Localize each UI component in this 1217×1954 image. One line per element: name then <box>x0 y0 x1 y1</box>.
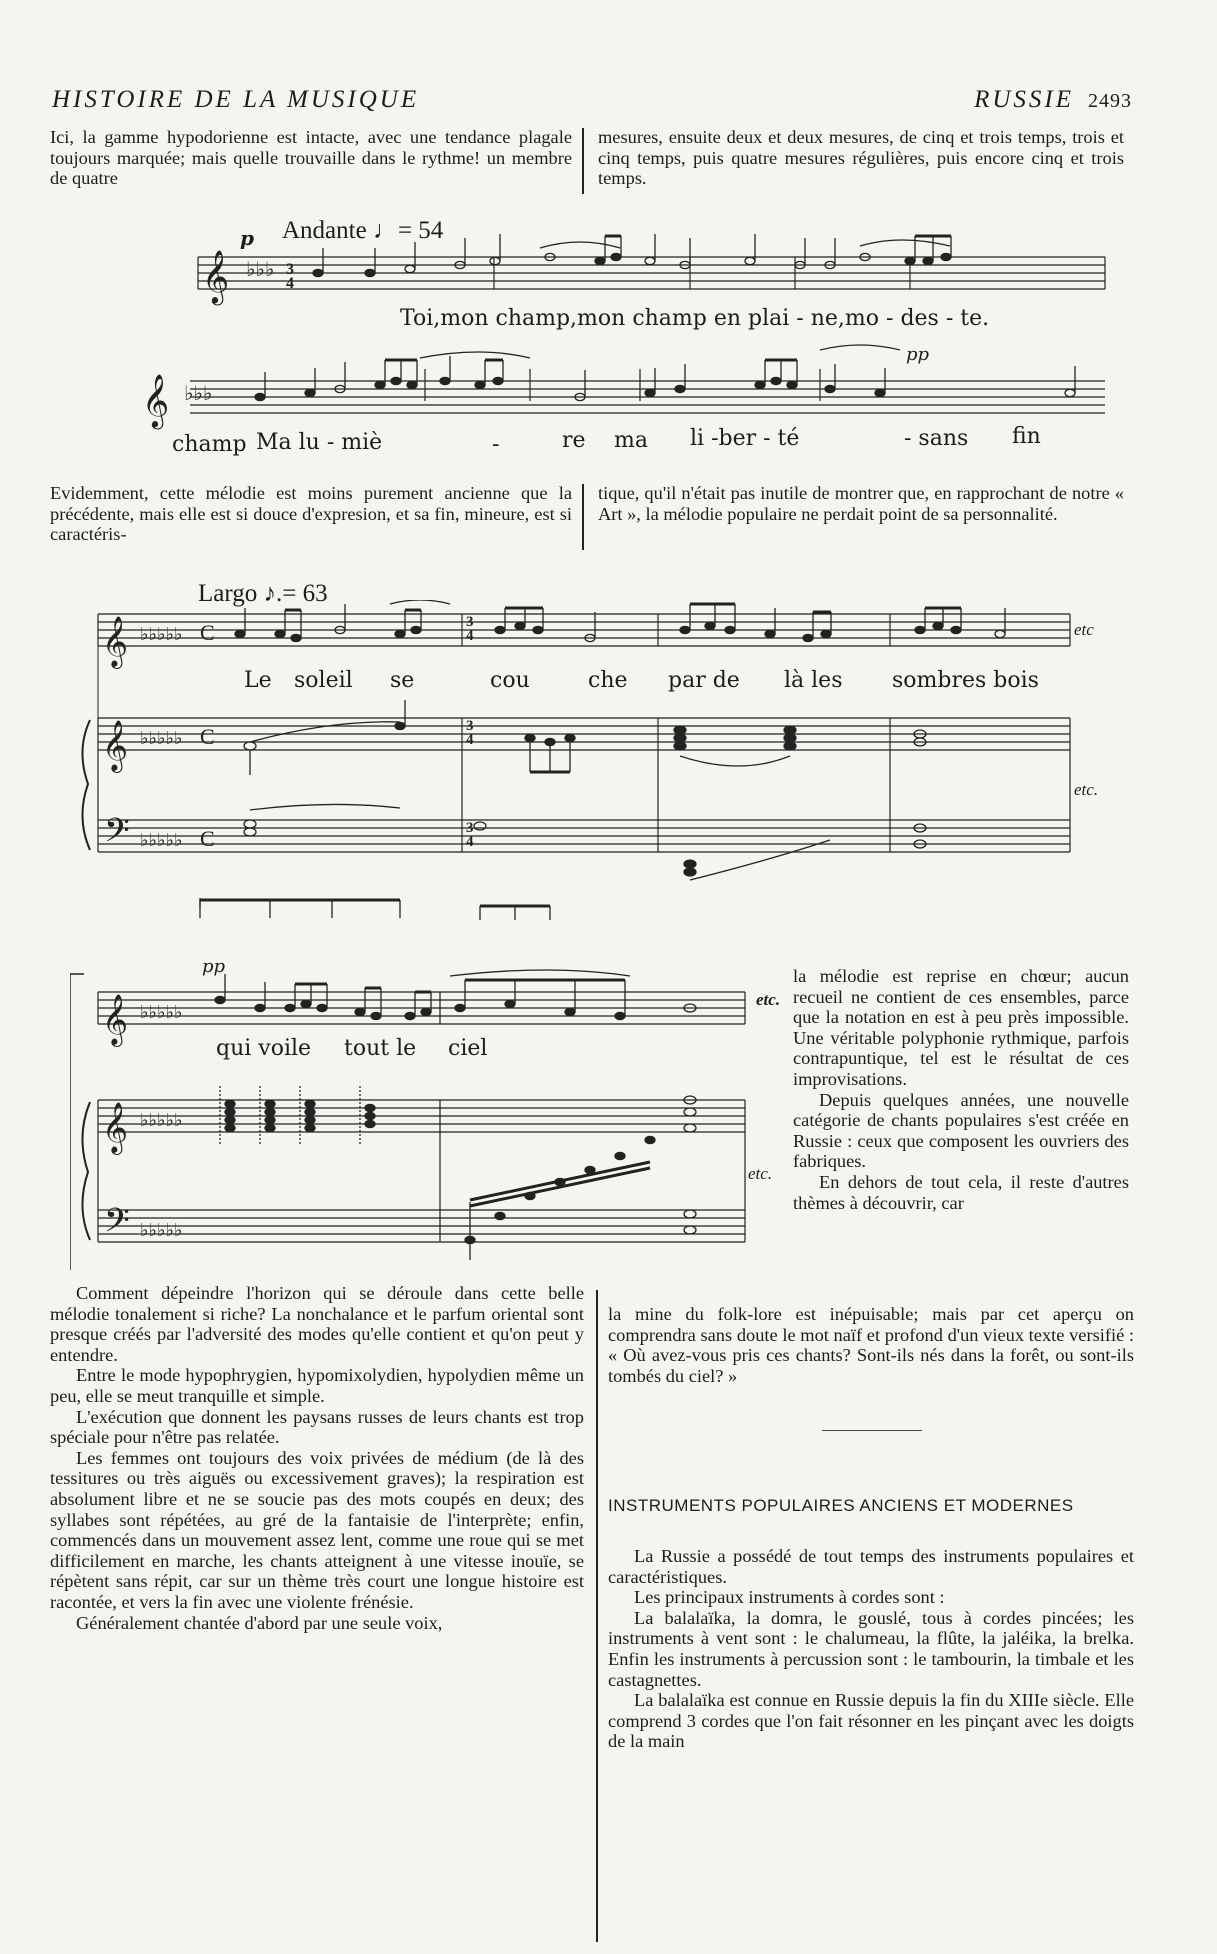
svg-text:♭♭♭♭♭: ♭♭♭♭♭ <box>140 830 183 850</box>
svg-text:C: C <box>200 826 215 851</box>
section-para: La Russie a possédé de tout temps des instruments populaires et caractéristiques. <box>608 1546 1134 1587</box>
section-para: La balalaïka, la domra, le gouslé, tous à cordes pincées; les instruments à vent sont : le chalumeau, la flûte, la jaléika, la brelka. Enfin les instruments à percussion sont : le tambourin, la timbale et les castagnettes. <box>608 1607 1134 1690</box>
section-body <box>608 1546 1134 1752</box>
side-para: En dehors de tout cela, il reste d'autres thèmes à découvrir, car <box>793 1171 1129 1213</box>
etc-piano-3: etc. <box>748 1164 773 1183</box>
left-para: L'exécution que donnent les paysans russes de leurs chants est trop spéciale pour n'être pas relatée. <box>50 1406 584 1448</box>
svg-text:4: 4 <box>466 628 474 644</box>
lyric: - <box>492 432 500 457</box>
left-column <box>50 1283 584 1633</box>
header-right <box>974 86 1132 114</box>
svg-text:4: 4 <box>466 834 474 850</box>
lyric: qui voile <box>216 1036 312 1061</box>
svg-text:♭♭♭♭♭: ♭♭♭♭♭ <box>140 1220 183 1240</box>
column-rule-bottom <box>596 1290 598 1942</box>
header-section: RUSSIE <box>974 86 1074 113</box>
lyric: soleil <box>294 668 353 693</box>
svg-text:♭♭♭♭♭: ♭♭♭♭♭ <box>140 1110 183 1130</box>
tempo-andante: Andante ♩= 54 <box>282 217 444 244</box>
tempo-largo: Largo ♪.= 63 <box>198 580 328 607</box>
lyric: fin <box>1012 424 1041 449</box>
intro-left <box>50 127 572 189</box>
mid-right <box>598 483 1124 524</box>
etc-voice: etc <box>1074 620 1094 639</box>
separator <box>822 1430 922 1431</box>
intro-right <box>598 127 1124 189</box>
dynamic-pp: pp <box>906 344 930 365</box>
section-title: INSTRUMENTS POPULAIRES ANCIENS ET MODERNES <box>608 1496 1074 1515</box>
svg-text:C: C <box>200 620 215 645</box>
running-header <box>52 86 1132 112</box>
mid-left-text: Evidemment, cette mélodie est moins purement ancienne que la précédente, mais elle est si douce d'expresion, et sa fin, mineure, est si caractéris- <box>50 483 572 545</box>
svg-text:♭♭♭: ♭♭♭ <box>184 383 213 405</box>
etc-piano: etc. <box>1074 780 1099 799</box>
page-number: 2493 <box>1088 90 1132 112</box>
right-para: la mine du folk-lore est inépuisable; mais par cet aperçu on comprendra sans doute le mot naïf et profond d'un vieux texte versifié : « Où avez-vous pris ces chants? Sont-ils nés dans la forêt, ou sont-ils tombés du ciel? » <box>608 1304 1134 1386</box>
svg-text:♭♭♭: ♭♭♭ <box>246 259 275 281</box>
staff-example-2 <box>70 600 1130 930</box>
lyric: cou <box>490 668 530 693</box>
intro-right-text: mesures, ensuite deux et deux mesures, de cinq et trois temps, trois et cinq temps, puis quatre mesures régulières, puis encore cinq et trois temps. <box>598 127 1124 189</box>
svg-text:♭♭♭♭♭: ♭♭♭♭♭ <box>140 624 183 644</box>
column-rule <box>582 128 584 194</box>
svg-text:𝄢: 𝄢 <box>104 1202 130 1248</box>
svg-text:♭♭♭♭♭: ♭♭♭♭♭ <box>140 728 183 748</box>
right-column-cont <box>608 1304 1134 1386</box>
section-para: Les principaux instruments à cordes sont : <box>634 1587 945 1608</box>
section-para: La balalaïka est connue en Russie depuis la fin du XIIIe siècle. Elle comprend 3 cordes que l'on fait résonner en les pinçant avec les doigts de la main <box>608 1690 1134 1752</box>
lyric: tout le <box>344 1036 417 1061</box>
svg-text:4: 4 <box>466 732 474 748</box>
svg-text:3: 3 <box>466 820 474 836</box>
staff-example-3 <box>70 960 773 1270</box>
svg-text:3: 3 <box>466 614 474 630</box>
lyric: ma <box>614 428 648 453</box>
svg-text:𝄞: 𝄞 <box>202 249 230 303</box>
lyric: - sans <box>904 426 969 451</box>
lyric: champ <box>172 432 247 457</box>
svg-text:𝄞: 𝄞 <box>102 994 129 1045</box>
dynamic-p: p <box>240 226 254 250</box>
side-para: la mélodie est reprise en chœur; aucun recueil ne contient de ces ensembles, parce que la notation en est à peu près impossible. Une véritable polyphonie rythmique, parfois contrapuntique, tel est le résultat de ces improvisations. <box>793 966 1129 1089</box>
lyric: Le <box>244 668 272 693</box>
svg-text:3: 3 <box>286 261 294 278</box>
left-para: Entre le mode hypophrygien, hypomixolydien, hypolydien même un peu, elle se meut tranquille et simple. <box>50 1365 584 1406</box>
lyric: li -ber - té <box>690 426 800 451</box>
lyric: che <box>588 668 628 693</box>
svg-text:4: 4 <box>286 275 294 292</box>
lyric: ciel <box>448 1036 488 1061</box>
svg-text:3: 3 <box>466 718 474 734</box>
lyric: sombres bois <box>892 668 1039 693</box>
header-title: HISTOIRE DE LA MUSIQUE <box>52 86 420 113</box>
etc-voice-3: etc. <box>756 990 781 1009</box>
lyric: là les <box>784 668 843 693</box>
dynamic-pp-3: pp <box>202 956 226 977</box>
svg-text:𝄞: 𝄞 <box>102 616 129 667</box>
svg-text:𝄞: 𝄞 <box>102 720 129 771</box>
intro-left-text: Ici, la gamme hypodorienne est intacte, avec une tendance plagale toujours marquée; mais quelle trouvaille dans le rythme! un membre de quatre <box>50 127 572 189</box>
side-para: Depuis quelques années, une nouvelle catégorie de chants populaires s'est créée en Russie : ceux que composent les ouvriers des fabriques. <box>793 1089 1129 1172</box>
lyric: se <box>390 668 415 693</box>
svg-text:C: C <box>200 724 215 749</box>
lyric: Ma lu - miè <box>256 430 383 455</box>
svg-text:𝄞: 𝄞 <box>142 373 170 427</box>
left-para: Généralement chantée d'abord par une seule voix, <box>76 1612 443 1633</box>
column-rule <box>582 484 584 550</box>
left-para: Les femmes ont toujours des voix privées de médium (de là des tessitures ou très aiguës ou excessivement graves); la respiration est absolument libre et ne se soucie pas des mots coupés en deux; des syllabes sont répétées, au gré de la fantaisie de l'interprète; enfin, commencés dans un mouvement assez lent, comme une roue qui se met difficilement en marche, les chants atteignent à une vitesse inouïe, se répètent sans répit, car sur un thème très court une longue histoire est racontée, et vers la fin avec une violente frénésie. <box>50 1447 584 1612</box>
lyrics-line-1: Toi,mon champ,mon champ en plai - ne,mo - des - te. <box>400 306 990 331</box>
side-text <box>793 966 1129 1213</box>
lyric: re <box>562 428 586 453</box>
mid-right-text: tique, qu'il n'était pas inutile de montrer que, en rapprochant de notre « Art », la mélodie populaire ne perdait point de sa personnalité. <box>598 483 1124 524</box>
svg-text:𝄞: 𝄞 <box>102 1102 129 1153</box>
svg-text:𝄢: 𝄢 <box>104 812 130 858</box>
left-para: Comment dépeindre l'horizon qui se déroule dans cette belle mélodie tonalement si riche? La nonchalance et le parfum oriental sont presque créés par l'adversité des modes qu'elle contient et qu'on peut y entendre. <box>50 1283 584 1365</box>
mid-left <box>50 483 572 545</box>
lyric: par de <box>668 668 740 693</box>
svg-text:♭♭♭♭♭: ♭♭♭♭♭ <box>140 1002 183 1022</box>
